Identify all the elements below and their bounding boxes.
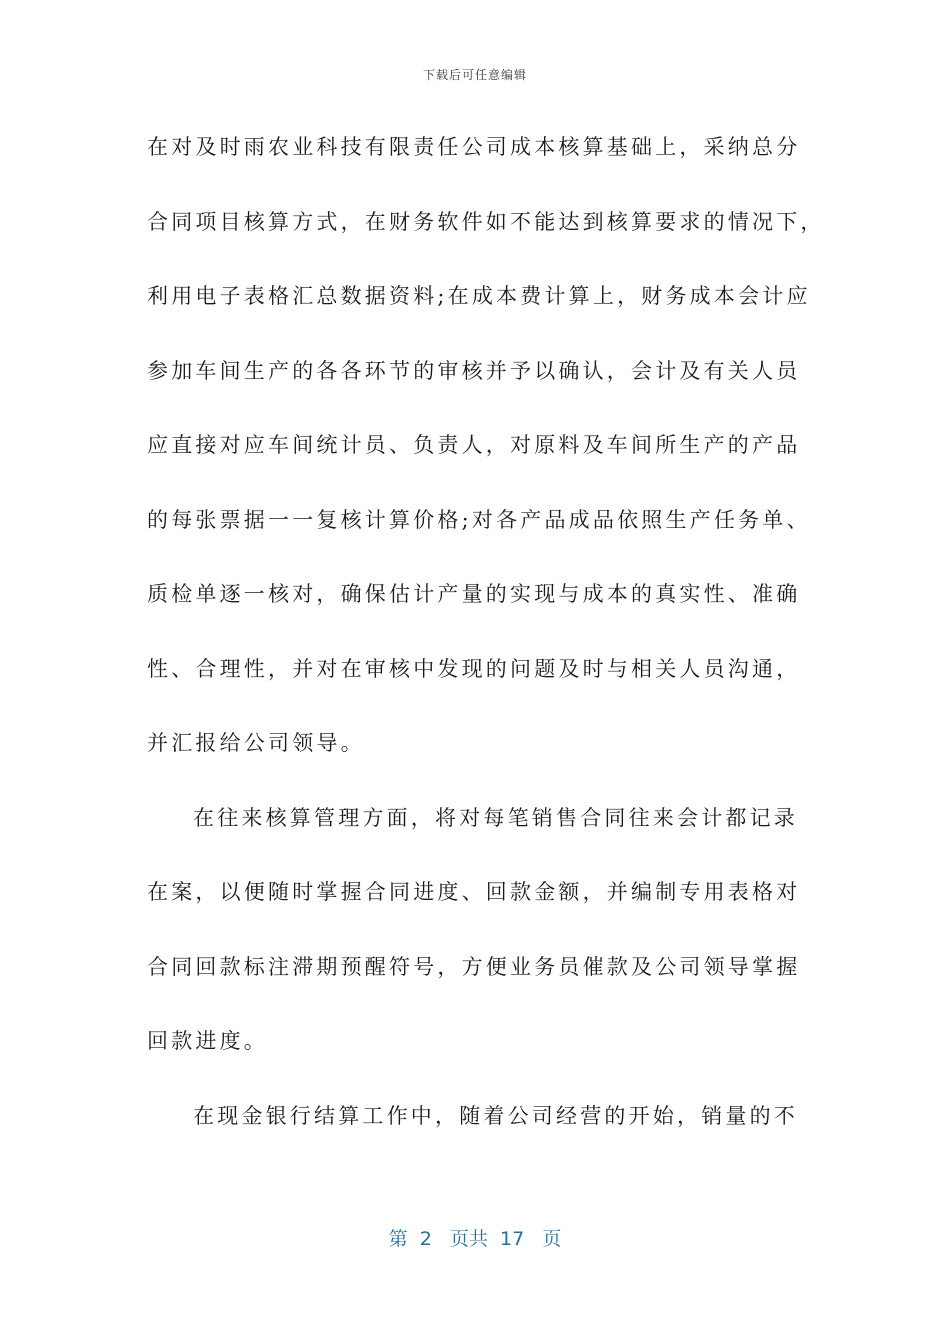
page-footer bbox=[0, 1224, 950, 1251]
current-page-number: 2 bbox=[419, 1228, 432, 1250]
text-line: 质检单逐一核对，确保估计产量的实现与成本的真实性、准确 bbox=[147, 582, 801, 606]
text-line: 在对及时雨农业科技有限责任公司成本核算基础上，采纳总分 bbox=[147, 135, 801, 159]
text-line: 的每张票据一一复核计算价格;对各产品成品依照生产任务单、 bbox=[147, 507, 811, 532]
text-line: 回款进度。 bbox=[147, 1029, 268, 1053]
total-pages-number: 17 bbox=[500, 1228, 525, 1250]
text-line: 并汇报给公司领导。 bbox=[147, 731, 365, 755]
text-line: 性、合理性，并对在审核中发现的问题及时与相关人员沟通， bbox=[147, 656, 801, 681]
footer-prefix: 第 bbox=[388, 1228, 408, 1250]
footer-middle: 页共 bbox=[449, 1228, 488, 1250]
header-note: 下载后可任意编辑 bbox=[422, 68, 527, 82]
paragraph-first-line: 在现金银行结算工作中，随着公司经营的开始，销量的不 bbox=[193, 1103, 798, 1128]
text-line: 合同项目核算方式，在财务软件如不能达到核算要求的情况下， bbox=[147, 209, 825, 234]
text-line: 应直接对应车间统计员、负责人，对原料及车间所生产的产品 bbox=[147, 433, 801, 457]
text-line: 参加车间生产的各各环节的审核并予以确认，会计及有关人员 bbox=[147, 358, 801, 383]
text-line: 利用电子表格汇总数据资料;在成本费计算上，财务成本会计应 bbox=[147, 284, 811, 308]
footer-suffix: 页 bbox=[542, 1228, 562, 1250]
text-line: 合同回款标注滞期预醒符号，方便业务员催款及公司领导掌握 bbox=[147, 954, 801, 979]
text-line: 在案，以便随时掌握合同进度、回款金额，并编制专用表格对 bbox=[147, 880, 801, 904]
document-body bbox=[147, 128, 825, 1171]
paragraph-first-line: 在往来核算管理方面，将对每笔销售合同往来会计都记录 bbox=[193, 805, 798, 830]
